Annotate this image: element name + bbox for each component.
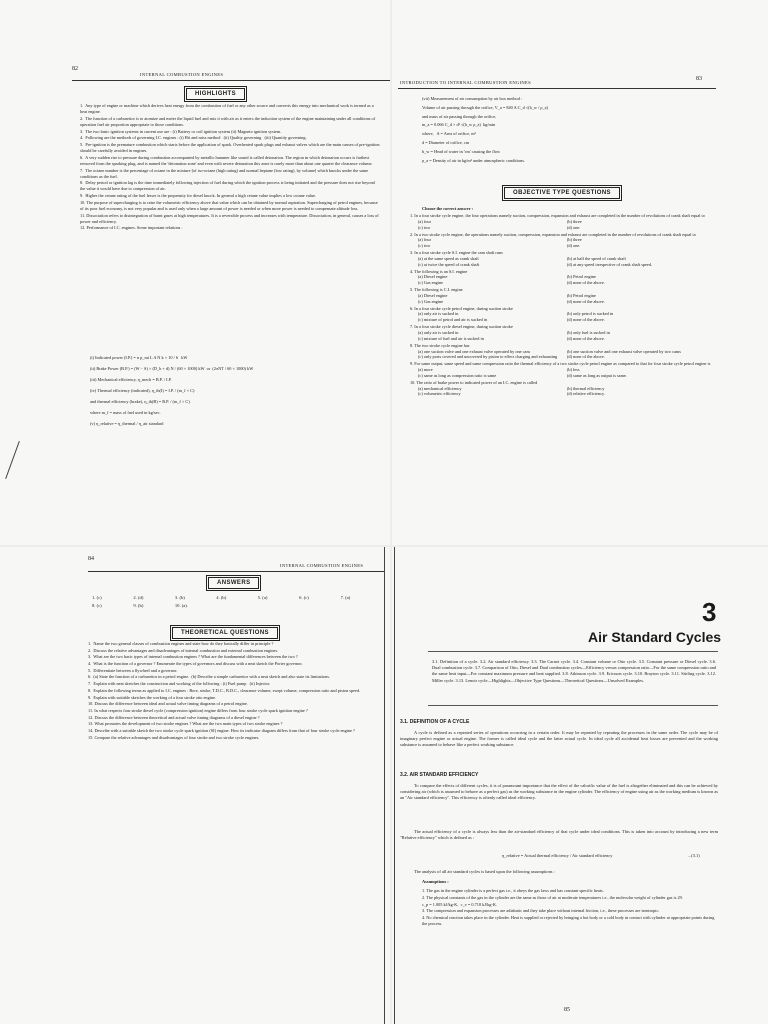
assumption-item: 2. The physical constants of the gas in the cylinder are the same as those of air at moderate temperatures i.e., the molecular weight of cylinder gas is 29. <box>422 894 683 900</box>
chapter-title: Air Standard Cycles <box>588 629 722 645</box>
answer-option: (c) at twice the speed of crank shaft <box>418 261 480 267</box>
answer-option: (c) mixture of petrol and air is sucked in <box>418 317 488 323</box>
answer-item: 4. (b) <box>216 595 227 600</box>
answer-item: 3. (b) <box>174 595 185 600</box>
header-rule <box>72 80 390 81</box>
question-text: 10. The ratio of brake power to indicated power of an I.C. engine is called <box>410 379 538 385</box>
section-heading: THEORETICAL QUESTIONS <box>172 627 278 639</box>
option-grid <box>410 311 716 323</box>
answer-item: 6. (c) <box>299 595 309 600</box>
highlight-item: 5. Pre-ignition is the premature combustion which starts before the application of spark. Overheated spark plugs and exhaust valves which are the main causes of pre-ignition should be carefully avoided in engines. <box>80 141 381 154</box>
measurement-line: and mass of air passing through the orifice, <box>422 113 497 119</box>
answer-option: (d) none of the above. <box>567 317 605 323</box>
page-82 <box>0 0 390 545</box>
formula-line: where m_f = mass of fuel used in kg/sec. <box>90 410 161 415</box>
answer-option: (c) two <box>418 224 431 230</box>
objective-question <box>410 232 716 250</box>
answer-item: 9. (b) <box>133 603 144 608</box>
gutter-line <box>384 547 385 1024</box>
answer-option: (a) one suction valve and one exhaust valve operated by one cam <box>418 348 530 354</box>
section-heading: HIGHLIGHTS <box>186 88 245 100</box>
answer-option: (d) relative efficiency. <box>567 391 605 397</box>
answer-option: (b) three <box>567 218 582 224</box>
theoretical-question: 10. Discuss the difference between ideal and actual valve timing diagrams of a petrol engine. <box>88 701 248 707</box>
answer-option: (d) none of the above. <box>567 280 605 286</box>
answer-option: (a) four <box>418 218 432 224</box>
answer-item: 5. (a) <box>257 595 268 600</box>
answer-item: 10. (a). <box>174 603 188 608</box>
objective-question <box>410 324 716 342</box>
answer-option: (c) only ports covered and uncovered by piston to effect charging and exhausting <box>418 354 558 360</box>
answer-option: (c) mixture of fuel and air is sucked in <box>418 335 484 341</box>
objective-question <box>410 343 716 361</box>
theoretical-question: 7. Explain with neat sketches the construction and working of the following : (i) Fuel pump (ii) Injector. <box>88 681 271 687</box>
answer-option: (d) same as long as output is same. <box>567 372 627 378</box>
theoretical-question: 12. Discuss the difference between theoretical and actual valve timing diagrams of a diesel engine ? <box>88 714 260 720</box>
measurement-line: (vii) Measurement of air consumption by air box method : <box>422 96 523 101</box>
section-3-2-text-1: To compare the effects of different cycles, it is of paramount importance that the effect of the calorific value of the fuel is altogether eliminated and this can be achieved by considering air (which is assumed to behave as a perfect gas) as the working substance in the engine cylinder. The efficiency of engine using air as the working medium is known as an "Air standard efficiency". This efficiency is oftenly called ideal efficiency. <box>400 783 718 801</box>
section-3-2-title: 3.2. AIR STANDARD EFFICIENCY <box>400 772 479 778</box>
highlight-item: 3. The two basic ignition systems in current use are : (i) Battery or coil ignition system (ii) Magneto ignition system. <box>80 128 282 134</box>
contents-rule <box>428 705 718 706</box>
answer-item: 2. (d) <box>133 595 144 600</box>
highlight-item: 8. Delay period or ignition lag is the time immediately following injection of fuel during which the ignition process is being initiated and the pressure does not rise beyond the value it would have due to compression of air. <box>80 180 376 192</box>
measurement-line: m_a = 0.066 C_d × d² √(h_w ρ_a) kg/min <box>422 122 496 128</box>
question-text: 4. The following is an S.I. engine <box>410 268 468 274</box>
option-grid <box>410 256 716 268</box>
answer-option: (b) only petrol is sucked in <box>567 311 614 317</box>
theoretical-question: 3. What are the two basic types of internal combustion engines ? What are the fundamental differences between the two ? <box>88 654 298 660</box>
option-grid <box>410 219 716 231</box>
answer-option: (d) none of the above. <box>567 298 605 304</box>
measurement-line: Volume of air passing through the orifice, V_a = 840 A C_d √(h_w / ρ_a) <box>422 104 548 110</box>
question-text: 3. In a four stroke cycle S.I. engine the cam shaft runs <box>410 250 503 256</box>
answer-option: (a) four <box>418 237 432 243</box>
theoretical-question: 2. Discuss the relative advantages and disadvantages of internal combustion and external combustion engines. <box>88 647 279 653</box>
question-text: 5. The following is C.I. engine <box>410 287 463 293</box>
option-grid <box>410 367 716 379</box>
answer-item: 1. (c) <box>92 595 102 600</box>
answers-grid <box>92 595 382 608</box>
answer-option: (b) at half the speed of crank shaft <box>567 255 626 261</box>
answers-heading: ANSWERS <box>208 577 259 589</box>
objective-question <box>410 213 716 231</box>
objective-question <box>410 361 716 379</box>
formula-line: (iii) Mechanical efficiency, η_mech = B.P. / I.P. <box>90 377 172 382</box>
option-grid <box>410 386 716 398</box>
highlight-item: 4. Following are the methods of governing I.C. engines : (i) Hit and miss method (ii) Quality governing (iii) Quantity governing. <box>80 135 307 141</box>
theoretical-questions <box>88 641 384 741</box>
theoretical-question: 6. (a) State the function of a carburettor in a petrol engine. (b) Describe a simple carburettor with a neat sketch and also state its limitations. <box>88 674 330 680</box>
answer-option: (a) only air is sucked in <box>418 311 459 317</box>
answer-option: (a) mechanical efficiency <box>418 385 462 391</box>
theoretical-question: 14. Describe with a suitable sketch the two stroke cycle spark ignition (SI) engine. How its indicator diagram differs from that of four stroke cycle engine ? <box>88 727 355 733</box>
theoretical-question: 11. In what respects four stroke diesel cycle (compression ignition) engine differs from four stroke cycle spark ignition engine ? <box>88 707 308 713</box>
assumption-item: c_p = 1.005 kJ/kg-K, c_v = 0.718 kJ/kg-K. <box>422 901 498 907</box>
highlight-item: 6. A very sudden rise to pressure during combustion accompanied by metallic hammer like sound is called detonation. The region in which detonation occurs is farthest removed from the sparking plug, and is named the 'detonation zone' and even with severe detonation this zone is rarely more than about one quarter the clearance volume. <box>80 154 373 166</box>
answer-option: (d) one. <box>567 224 581 230</box>
section-3-1-text: A cycle is defined as a repeated series of operations occurring in a certain order. It may be repeated by repeating the processes in the same order. The cycle may be of imaginary perfect engine or actual engine. The former is called ideal cycle and the latter actual cycle. In ideal cycle all accidental heat losses are prevented and the working substance is assumed to behave like a perfect working substance. <box>400 730 718 748</box>
answer-option: (c) volumetric efficiency <box>418 391 461 397</box>
air-box-method <box>422 95 712 165</box>
gutter-line <box>394 547 395 1024</box>
formula-line: (ii) Brake Power (B.P.) = (W − S) × (D_b + d) N / (60 × 1000) kW or (2πNT / 60 × 1000) kW <box>90 366 254 371</box>
answer-option: (d) one. <box>567 243 581 249</box>
equation-number: ...(3.1) <box>688 853 700 858</box>
answer-option: (b) thermal efficiency <box>567 385 605 391</box>
theoretical-question: 15. Compare the relative advantages and disadvantages of four stroke and two stroke cycle engines. <box>88 734 260 740</box>
answer-option: (b) Petrol engine <box>567 292 596 298</box>
formula-line: (i) Indicated power (I.P.) = n p_mi L A N k × 10 / 6 kW <box>90 355 188 360</box>
measurement-line: where, A = Area of orifice, m² <box>422 131 476 137</box>
equation-3-1: η_relative = Actual thermal efficiency / Air standard efficiency <box>502 853 613 858</box>
answer-option: (a) Diesel engine <box>418 292 448 298</box>
running-head: INTERNAL COMBUSTION ENGINES <box>280 563 364 568</box>
formula-line: and thermal efficiency (brake), η_th(B) = B.P. / (m_f × C) <box>90 399 190 404</box>
assumptions-title: Assumptions : <box>422 879 449 884</box>
question-text: 8. The two stroke cycle engine has <box>410 342 470 348</box>
objective-questions <box>410 213 716 398</box>
option-grid <box>410 349 716 361</box>
header-rule <box>398 88 716 89</box>
answer-option: (c) Gas engine <box>418 298 444 304</box>
measurement-line: h_w = Head of water in 'cm' causing the flow <box>422 148 501 154</box>
running-head: INTERNAL COMBUSTION ENGINES <box>140 72 224 77</box>
section-3-1-title: 3.1. DEFINITION OF A CYCLE <box>400 719 470 725</box>
page-number: 85 <box>564 1007 570 1013</box>
choose-line: Choose the correct answer : <box>422 206 473 211</box>
option-grid <box>410 274 716 286</box>
theoretical-question: 9. Explain with suitable sketches the working of a four stroke otto engine. <box>88 694 217 700</box>
title-rule <box>428 651 718 652</box>
answer-option: (a) Diesel engine <box>418 274 448 280</box>
answer-option: (d) none of the above. <box>567 354 605 360</box>
objective-question <box>410 250 716 268</box>
measurement-line: d = Diameter of orifice, cm <box>422 139 470 145</box>
answer-option: (b) three <box>567 237 582 243</box>
question-text: 1. In a four stroke cycle engine, the four operations namely suction, compression, expansion and exhaust are completed in the number of revolutions of crank shaft equal to <box>410 213 705 218</box>
answer-option: (b) only fuel is sucked in <box>567 330 610 335</box>
formula-block <box>90 352 380 429</box>
highlights-list <box>80 103 380 232</box>
scan-mark <box>5 441 20 479</box>
answer-option: (a) more <box>418 367 433 373</box>
answer-item: 8. (c) <box>92 603 102 608</box>
option-grid <box>410 237 716 249</box>
highlight-item: 9. Higher the cetane rating of the fuel lesser is the propensity for diesel knock. In general a high cetane value implies a low octane value. <box>80 193 317 199</box>
question-text: 9. For same output, same speed and same compression ratio the thermal efficiency of a two stroke cycle petrol engine as compared to that for four stroke cycle petrol engine is <box>410 361 711 367</box>
section-heading: OBJECTIVE TYPE QUESTIONS <box>504 187 620 199</box>
highlight-item: 10. The purpose of supercharging is to raise the volumetric efficiency above that value which can be obtained by normal aspiration. Supercharging of petrol engines, because of its poor fuel economy, is not very popular and is used only when a large amount of power is needed or when more power is needed to compensate altitude loss. <box>80 199 379 211</box>
page-number: 84 <box>88 556 94 562</box>
chapter-contents: 3.1. Definition of a cycle. 3.2. Air standard efficiency. 3.3. The Carnot cycle. 3.4. Constant volume or Otto cycle. 3.5. Constant pressure or Diesel cycle. 3.6. Dual combustion cycle. 3.7. Comparison of Otto, Diesel and Dual combustion cycles—Efficiency versus compression ratio—For the same compression ratio and the same heat input—For constant maximum pressure and heat supplied. 3.8. Atkinson cycle. 3.9. Ericsson cycle. 3.10. Brayton cycle. 3.11. Stirling cycle. 3.12. Miller cycle. 3.13. Lenoir cycle—Highlights—Objective Type Questions—Theoretical Questions—Unsolved Examples. <box>432 659 716 683</box>
question-text: 6. In a four stroke cycle petrol engine, during suction stroke <box>410 305 513 311</box>
running-head: INTRODUCTION TO INTERNAL COMBUSTION ENGINES <box>400 80 531 85</box>
answer-option: (b) less <box>567 367 580 373</box>
theoretical-question: 4. What is the function of a governor ? Enumerate the types of governors and discuss with a neat sketch the Porter governor. <box>88 661 303 667</box>
theoretical-question: 5. Differentiate between a flywheel and a governor. <box>88 667 178 673</box>
measurement-line: ρ_a = Density of air in kg/m³ under atmospheric conditions. <box>422 157 525 163</box>
formula-line: (iv) Thermal efficiency (indicated), η_th(I) = I.P. / (m_f × C) <box>90 388 195 393</box>
section-3-2-text-2: The actual efficiency of a cycle is always less than the air-standard efficiency of that cycle under ideal conditions. This is taken into account by introducing a new term "Relative efficiency" which is defined as : <box>400 829 718 841</box>
theoretical-question: 13. What promotes the development of two stroke engines ? What are the two main types of two stroke engines ? <box>88 721 283 727</box>
theoretical-question: 1. Name the two general classes of combustion engines and state how do they basically differ in principle ? <box>88 641 274 646</box>
answer-option: (c) same as long as compression ratio is same <box>418 372 497 378</box>
chapter-number: 3 <box>702 597 717 627</box>
option-grid <box>410 330 716 342</box>
answer-option: (a) only air is sucked in <box>418 330 459 335</box>
highlight-item: 2. The function of a carburettor is to atomize and meter the liquid fuel and mix it with air as it enters the induction system of the engine maintaining under all conditions of operation fuel air proportion appropriate to those conditions. <box>80 115 377 127</box>
answer-option: (b) one suction valve and one exhaust valve operated by two cams <box>567 348 681 354</box>
assumptions-list <box>422 888 718 928</box>
assumption-item: 4. No chemical reaction takes place in the cylinder. Heat is supplied or rejected by bringing a hot body or a cold body in contact with cylinder at appropriate points during the process. <box>422 915 716 927</box>
theoretical-question: 8. Explain the following terms as applied to I.C. engines : Bore, stroke, T.D.C., B.D.C., clearance volume, swept volume, compression ratio and piston speed. <box>88 687 361 693</box>
question-text: 2. In a two stroke cycle engine, the operations namely suction, compression, expansion and exhaust are completed in the number of revolutions of crank shaft equal to <box>410 231 696 237</box>
highlight-item: 12. Performance of I.C. engines. Some important relations : <box>80 225 183 231</box>
highlight-item: 11. Dissociation refers to disintegration of burnt gases at high temperatures. It is a reversible process and increases with temperature. Dissociation, in general, causes a loss of power and efficiency. <box>80 212 380 224</box>
formula-line: (v) η_relative = η_thermal / η_air standard <box>90 421 164 426</box>
analysis-line: The analysis of all air standard cycles is based upon the following assumptions : <box>414 869 555 874</box>
objective-question <box>410 269 716 287</box>
page-number: 83 <box>696 76 702 82</box>
objective-question <box>410 380 716 398</box>
assumption-item: 1. The gas in the engine cylinder is a perfect gas i.e., it obeys the gas laws and has constant specific heats. <box>422 888 604 893</box>
answer-item: 7. (a) <box>340 595 351 600</box>
page-number: 82 <box>72 66 78 72</box>
answer-option: (c) Gas engine <box>418 280 444 286</box>
answer-option: (d) at any speed irrespective of crank shaft speed. <box>567 261 653 267</box>
answer-option: (a) at the same speed as crank shaft <box>418 255 479 261</box>
highlight-item: 1. Any type of engine or machine which derives heat energy from the combustion of fuel or any other source and converts this energy into mechanical work is termed as a heat engine. <box>80 103 375 115</box>
objective-question <box>410 306 716 324</box>
page-84 <box>0 547 390 1024</box>
page-85 <box>392 547 768 1024</box>
assumption-item: 3. The compression and expansion processes are adiabatic and they take place without internal friction, i.e., these processes are isentropic. <box>422 908 660 914</box>
highlight-item: 7. The octane number is the percentage of octane in the mixture [of iso-octane (high rating) and normal heptane (low rating), by volume] which knocks under the same conditions as the fuel. <box>80 167 370 179</box>
answer-option: (b) Petrol engine <box>567 274 596 280</box>
objective-question <box>410 287 716 305</box>
option-grid <box>410 293 716 305</box>
page-83 <box>392 0 768 545</box>
answer-option: (c) two <box>418 243 431 249</box>
header-rule <box>88 571 384 572</box>
question-text: 7. In a four stroke cycle diesel engine, during suction stroke <box>410 324 513 330</box>
answer-option: (d) none of the above. <box>567 335 605 341</box>
